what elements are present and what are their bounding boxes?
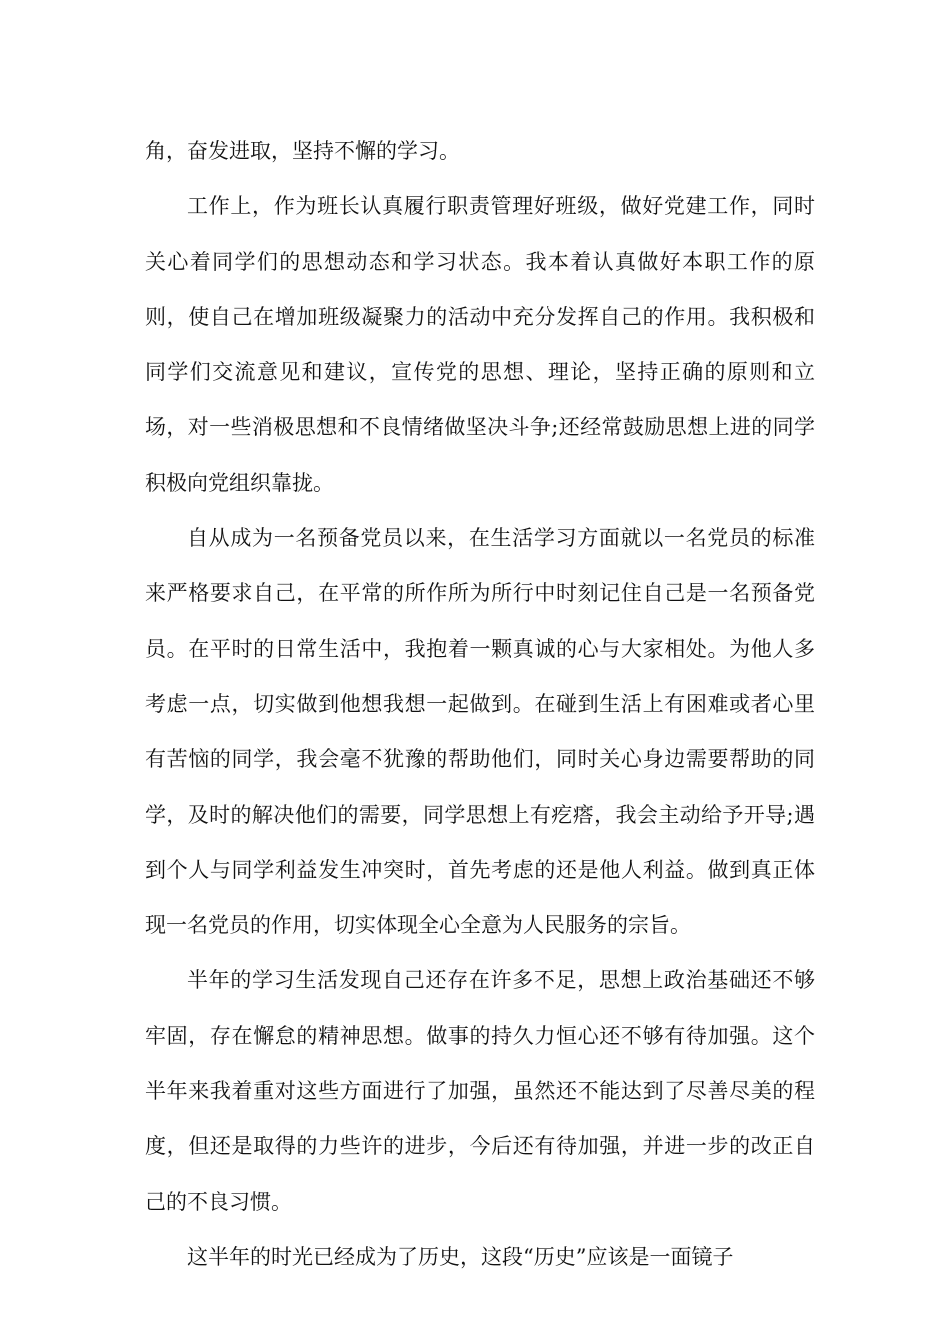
paragraph-3: 自从成为一名预备党员以来，在生活学习方面就以一名党员的标准来严格要求自己，在平常的所作所为所行中时刻记住自己是一名预备党员。在平时的日常生活中，我抱着一颗真诚的心与大家相处。为他人多考虑一点，切实做到他想我想一起做到。在碰到生活上有困难或者心里有苦恼的同学，我会毫不犹豫的帮助他们，同时关心身边需要帮助的同学，及时的解决他们的需要，同学思想上有疙瘩，我会主动给予开导;遇到个人与同学利益发生冲突时，首先考虑的还是他人利益。做到真正体现一名党员的作用，切实体现全心全意为人民服务的宗旨。 xyxy=(145,526,815,938)
paragraph-4: 半年的学习生活发现自己还存在许多不足，思想上政治基础还不够牢固，存在懈怠的精神思想。做事的持久力恒心还不够有待加强。这个半年来我着重对这些方面进行了加强，虽然还不能达到了尽善尽美的程度，但还是取得的力些许的进步，今后还有待加强，并进一步的改正自己的不良习惯。 xyxy=(145,968,815,1214)
paragraph-1: 角，奋发进取，坚持不懈的学习。 xyxy=(145,139,460,163)
paragraph-5: 这半年的时光已经成为了历史，这段“历史”应该是一面镜子 xyxy=(187,1244,734,1269)
paragraph-2: 工作上，作为班长认真履行职责管理好班级，做好党建工作，同时关心着同学们的思想动态和学习状态。我本着认真做好本职工作的原则，使自己在增加班级凝聚力的活动中充分发挥自己的作用。我积极和同学们交流意见和建议，宣传党的思想、理论，坚持正确的原则和立场，对一些消极思想和不良情绪做坚决斗争;还经常鼓励思想上进的同学积极向党组织靠拢。 xyxy=(145,194,815,495)
document-body xyxy=(145,124,815,1285)
